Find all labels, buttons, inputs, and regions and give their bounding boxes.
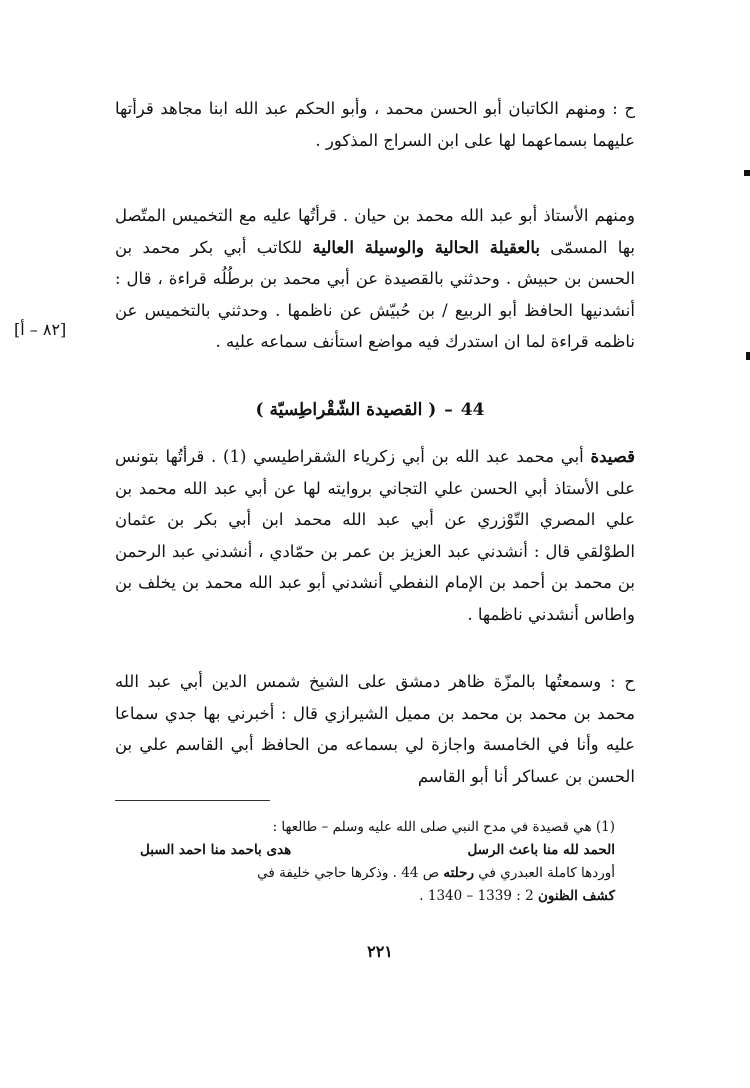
paragraph-4-lead: قصيدة: [590, 447, 635, 466]
footnote-divider: [115, 800, 270, 801]
paragraph-4: [115, 441, 635, 630]
scan-edge-mark: [746, 352, 750, 360]
footnote: [115, 816, 615, 908]
paragraph-4-body: أبي محمد عبد الله بن أبي زكرياء الشقراطيسي (1) . قرأتُها بتونس على الأستاذ أبي الحسن علي التجاني بروايته لها عن أبي عبد الله محمد بن علي المصري التّوْزري عن أبي عبد الله محمد ابن أبي بكر بن عثمان الطوْلقي قال : أنشدني عبد العزيز بن عمر بن حمّادي ، أنشدني عبد الرحمن بن محمد بن أحمد بن الإمام النفطي أنشدني أبو عبد الله محمد بن يخلف بن واطاس أنشدني ناظمها .: [115, 447, 635, 624]
footnote-verse: [140, 839, 615, 862]
paragraph-1: [115, 93, 635, 156]
verse-first-hemistich: الحمد لله منا باعث الرسل: [467, 842, 615, 858]
verse-second-hemistich: هدى باحمد منا احمد السبل: [140, 842, 292, 858]
footnote-kashf: [115, 885, 615, 908]
section-number: 44: [460, 400, 485, 420]
footnote-kashf-title: كشف الظنون: [537, 888, 615, 904]
paragraph-1-text: ح : ومنهم الكاتبان أبو الحسن محمد ، وأبو الحكم عبد الله ابنا مجاهد قرأتها عليهما بسماعهما لها على ابن السراج المذكور .: [115, 99, 635, 150]
footnote-rihla-title: رحلته: [443, 865, 474, 881]
section-dash: –: [444, 400, 453, 420]
paragraph-2-intro: ومنهم الأستاذ أبو عبد الله محمد بن حيان . قرأتُها عليه مع التخميس المتّصل بها المسمّى: [115, 206, 635, 257]
paragraph-2-bold-title: بالعقيلة الحالية والوسيلة العالية: [312, 237, 540, 257]
paragraph-2-text: [115, 200, 635, 358]
footnote-kashf-ref: 2 : 1339 – 1340 .: [419, 888, 538, 904]
paragraph-5: [115, 666, 635, 792]
paragraph-4-text: [115, 441, 635, 630]
margin-folio-reference: [٨٢ – أ]: [14, 320, 67, 339]
footnote-source: [115, 862, 615, 885]
paragraph-2-rest: للكاتب أبي بكر محمد بن الحسن بن حبيش . وحدثني بالقصيدة عن أبي محمد بن برطُلُه قراءة ، قال : أنشدنيها الحافظ أبو الربيع / بن حُبيّش عن ناظمها . وحدثني بالتخميس عن ناظمه قراءة لما ان استدرك فيه مواضع استأنف سماعه عليه .: [115, 237, 635, 351]
page-number: ٢٢١: [367, 942, 393, 961]
footnote-source-rest: ص 44 . وذكرها حاجي خليفة في: [257, 865, 444, 881]
paragraph-5-text: ح : وسمعتُها بالمزّة ظاهر دمشق على الشيخ شمس الدين أبي عبد الله محمد بن محمد بن محمد بن مميل الشيرازي قال : أخبرني بها جدي سماعا عليه وأنا في الخامسة واجازة لي بسماعه من الحافظ أبي القاسم علي بن الحسن بن عساكر أنا أبو القاسم: [115, 672, 635, 786]
section-title: ( القصيدة الشّقْراطِسيّة ): [255, 400, 437, 420]
paragraph-2: [115, 200, 635, 358]
footnote-source-text: أوردها كاملة العبدري في: [473, 865, 615, 881]
section-heading: [190, 394, 550, 426]
scan-edge-mark: [744, 170, 750, 176]
footnote-intro: (1) هي قصيدة في مدح النبي صلى الله عليه وسلم – طالعها :: [272, 819, 615, 835]
